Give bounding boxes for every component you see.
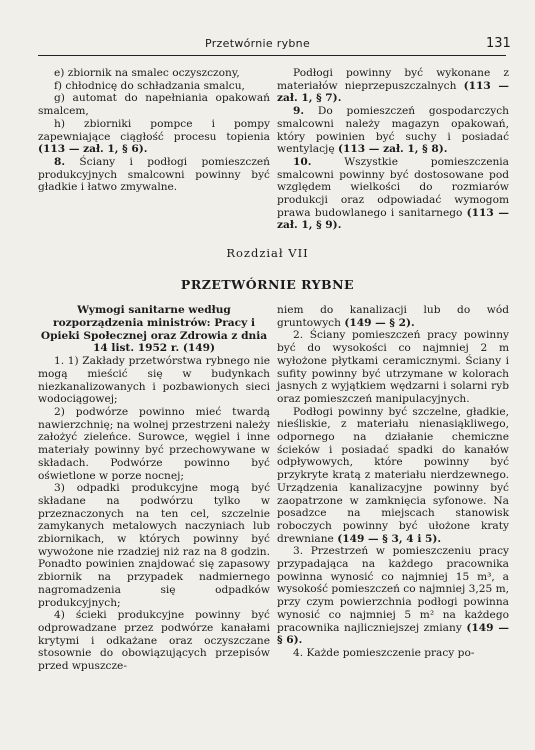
- paragraph-text: Wszystkie pomieszczenia smalcowni powinny być dostosowane pod względem wielkości do rozmiarów produkcji oraz odpowiadać wymogom prawa budowlanego i sanitarnego: [277, 155, 509, 219]
- chapter-heading: Rozdział VII: [226, 246, 309, 260]
- paragraph: 3) odpadki produkcyjne mogą być składane na podwórzu tylko w przeznaczonych na ten cel, szczelnie zamykanych metalowych naczyniach lub zbiornikach, w których powinny być wywożone nie rzadziej niż raz na 8 godzin. Ponadto powinien znajdować się zapasowy zbiornik na przypadek nadmiernego nagromadzenia się odpadków produkcyjnych;: [38, 482, 270, 609]
- legal-reference: (149 — § 3, 4 i 5).: [337, 532, 442, 545]
- legal-reference: (113 — zał. 1, § 8).: [337, 143, 448, 156]
- bottom-right-column: [277, 304, 509, 660]
- paragraph-text: 3. Przestrzeń w pomieszczeniu pracy przypadająca na każdego pracownika powinna wynosić co najmniej 15 m³, a wysokość pomieszczeń co najmniej 3,25 m, przy czym powierzchnia podłogi powinna wynosić co najmniej 5 m² na każdego pracownika najliczniejszej zmiany: [277, 545, 509, 634]
- legal-reference: (149 — § 2).: [344, 316, 415, 329]
- paragraph: [277, 67, 509, 105]
- paragraph: [277, 105, 509, 156]
- paragraph: [38, 156, 270, 194]
- legal-reference: (113 — zał. 1, § 9).: [277, 206, 509, 232]
- paragraph-text: Ściany i podłogi pomieszczeń produkcyjnych smalcowni powinny być gładkie i łatwo zmywalne.: [38, 155, 270, 194]
- paragraph: e) zbiornik na smalec oczyszczony,: [54, 67, 240, 79]
- paragraph: 4. Każde pomieszczenie pracy po-: [293, 646, 475, 659]
- bottom-left-column: [38, 304, 270, 673]
- section-title: PRZETWÓRNIE RYBNE: [180, 277, 355, 292]
- top-right-column: [277, 67, 509, 232]
- paragraph: f) chłodnicę do schładzania smalcu,: [54, 79, 245, 92]
- paragraph: [277, 545, 509, 647]
- running-title: Przetwórnie rybne: [205, 37, 311, 50]
- paragraph-text: Podłogi powinny być wykonane z materiałów nieprzepuszczalnych: [277, 67, 509, 92]
- paragraph-text: h) zbiorniki pompce i pompy zapewniające ciągłość procesu topienia: [38, 117, 270, 143]
- paragraph-text: Do pomieszczeń gospodarczych smalcowni należy magazyn opakowań, który powinien być suchy i posiadać wentylację: [277, 105, 510, 156]
- paragraph: 2) podwórze powinno mieć twardą nawierzchnię; na wolnej przestrzeni należy założyć zieleńce. Surowce, węgiel i inne materiały powinny być przechowywane w składach. Podwórze powinno być oświetlone w porze nocnej;: [38, 406, 271, 482]
- paragraph: [277, 156, 509, 232]
- page-number: 131: [486, 36, 511, 51]
- paragraph-number: 9.: [293, 105, 305, 118]
- paragraph: [277, 304, 509, 329]
- paragraph: 2. Ściany pomieszczeń pracy powinny być do wysokości co najmniej 2 m wyłożone płytkami ceramicznymi. Ściany i sufity powinny być utrzymane w kolorach jasnych z wyjątkiem wędzarni i solarni ryb oraz pomieszczeń manipulacyjnych.: [277, 329, 509, 405]
- header-rule: [38, 55, 506, 56]
- paragraph: 4) ścieki produkcyjne powinny być odprowadzane przez podwórze kanałami krytymi i odkażane oraz oczyszczane stosownie do obowiązujących przepisów przed wpuszcze-: [38, 609, 270, 673]
- paragraph: [277, 406, 509, 546]
- paragraph: g) automat do napełniania opakowań smalcem,: [38, 92, 270, 118]
- legal-reference: (113 — zał. 1, § 6).: [38, 143, 148, 156]
- top-left-column: [38, 67, 270, 194]
- legal-reference: (113 — zał. 1, § 7).: [277, 79, 509, 105]
- paragraph: 1. 1) Zakłady przetwórstwa rybnego nie mogą mieścić się w budynkach niezkanalizowanych i pozbawionych sieci wodociągowej;: [38, 355, 270, 406]
- legal-reference: (149 — § 6).: [277, 621, 509, 647]
- paragraph-text: Podłogi powinny być szczelne, gładkie, nieśliskie, z materiału nienasiąkliwego, odpornego na działanie chemiczne ścieków i posiadać spadki do kanałów odpływowych, które powinny być przykryte kratą z materiału nierdzewnego. Urządzenia kanalizacyjne powinny być zaopatrzone w zamknięcia syfonowe. Na posadzce na miejscach stanowisk roboczych powinny być ułożone kraty drewniane: [277, 405, 509, 545]
- paragraph-number: 10.: [293, 155, 312, 168]
- paragraph-number: 8.: [54, 155, 66, 168]
- paragraph: [38, 118, 270, 156]
- paragraph-text: niem do kanalizacji lub do wód gruntowych: [277, 304, 509, 329]
- subheading: Wymogi sanitarne według rozporządzenia ministrów: Pracy i Opieki Społecznej oraz Zdrowia z dnia 14 list. 1952 r. (149): [40, 304, 268, 355]
